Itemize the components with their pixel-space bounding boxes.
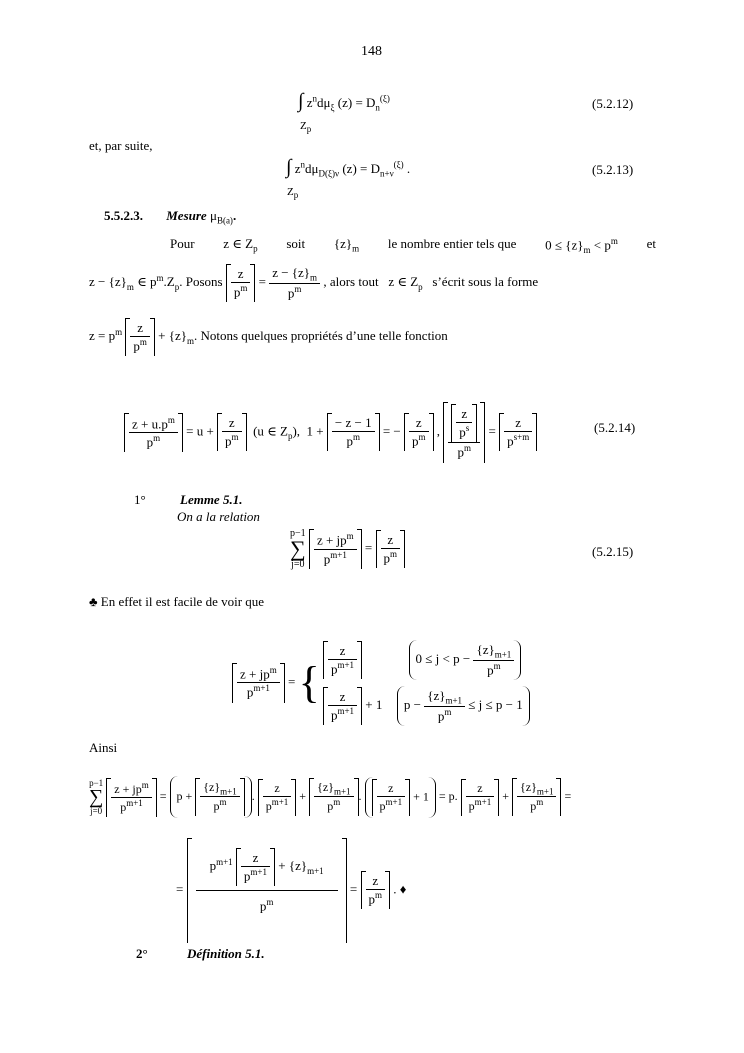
section-heading: 5.5.2.3. Mesure $\mu_{B(a)}$. [104,208,237,226]
page-number: 148 [361,44,382,59]
definition-title: Définition 5.1. [187,946,265,961]
equation-5-2-13: ∫ $z^nd\mu_{D(\xi)\nu}$ $(z) = D_{n+\nu}^{(\xi)}$ . [286,156,411,179]
equation-5-2-14: $\frac{z + u.p^m}{p^m}$ = u + $\frac{z}{p^m}$ (u ∈ $Z_p$), 1 + $\frac{- z - 1}{p^m}$ = − $\frac{z}{p^m}$ , $\frac{\frac{z}{p^s}}{p^m}$ = $\frac{z}{p^{s+m}}$ [124,402,537,463]
eq-label-5-2-15: (5.2.15) [592,544,634,559]
lemma-text: On a la relation [177,509,260,524]
sum-equation-line2: = $p^{m+1}$ $\frac{z}{p^{m+1}}$ + $\{z\}_{m+1}$ $p^m$ = $\frac{z}{p^m}$ . ♦ [176,838,406,943]
eq-label-5-2-12: (5.2.12) [592,96,634,111]
para1-line2: $z - \{z\}_m$ ∈ $p^m.Z_p$. Posons $\frac{z}{p^m}$ = $\frac{z - \{z\}_m}{p^m}$ , alors tout z ∈ $Z_p$ s’écrit sous la forme [89,264,538,302]
lemma-number: 1° [134,492,146,507]
text-et-par-suite: et, par suite, [89,138,153,153]
sum-equation-line1: p−1 ∑ j=0 $\frac{z + jp^m}{p^{m+1}}$ = p + $\frac{\{z\}_{m+1}}{p^m}$ . $\frac{z}{p^{m+1}}$ + $\frac{\{z\}_{m+1}}{p^m}$ . $\frac{z}{p^{m+1}}$ + 1 = p. $\frac{z}{p^{m+1}}$ + $\frac{\{z\}_{m+1}}{p^m}$ = [89,776,571,818]
club-text: ♣ En effet il est facile de voir que [89,594,265,609]
equation-5-2-12: ∫ $z^nd\mu_\xi$ $(z) = D_n^{(\xi)}$ [298,90,390,113]
eq-label-5-2-14: (5.2.14) [594,420,636,435]
eq-label-5-2-13: (5.2.13) [592,162,634,177]
lemma-title: Lemme 5.1. [180,492,243,507]
eq2-subscript: $Z_p$ [287,186,299,201]
cases-equation: $\frac{z + jp^m}{p^{m+1}}$ = { $\frac{z}{p^{m+1}}$ 0 ≤ j < p − $\frac{\{z\}_{m+1}}{p^m}$ $\frac{z}{p^{m+1}}$ + 1 p − $\frac{\{z\}_{m+1}}{p^m}$ ≤ j ≤ p − 1 [232,640,530,726]
definition-number: 2° [136,946,148,961]
equation-5-2-15: p−1 ∑ j=0 $\frac{z + jp^m}{p^{m+1}}$ = $\frac{z}{p^m}$ [290,528,405,570]
para1-line3: $z = p^m$ $\frac{z}{p^m}$ + $\{z\}_m$. Notons quelques propriétés d’une telle fonction [89,318,448,356]
ainsi-text: Ainsi [89,740,118,755]
para1-line1: Pour z ∈ $Z_p$ soit $\{z\}_m$ le nombre entier tels que $0 \le \{z\}_m < p^m$ et [170,236,656,255]
eq1-subscript: $Z_p$ [300,120,312,135]
